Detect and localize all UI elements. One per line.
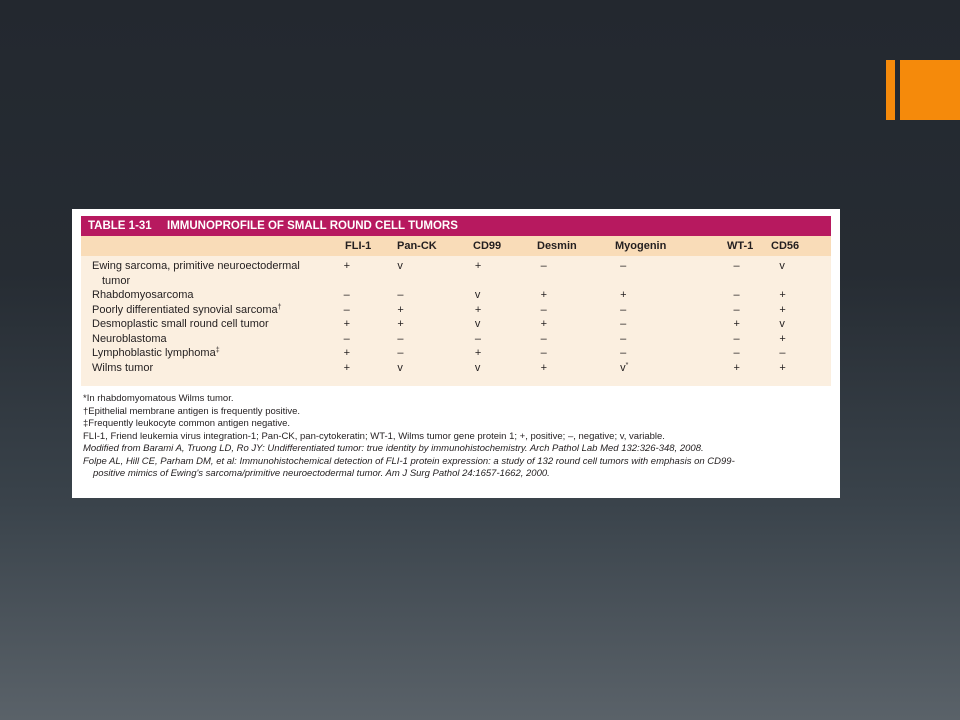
row-name-text: Wilms tumor — [92, 361, 154, 374]
row-name-text: Desmoplastic small round cell tumor — [92, 318, 269, 330]
cell-cd99: + — [474, 347, 482, 359]
row-name — [81, 361, 342, 376]
cell-myogenin: – — [620, 318, 627, 330]
cell-wt1: + — [733, 318, 740, 330]
cell-cd99: v — [474, 361, 481, 374]
footnote-source-2-line-1: Folpe AL, Hill CE, Parham DM, et al: Immunohistochemical detection of FLI-1 protein expression: a study of 132 round cell tumors with emphasis on CD99- — [83, 455, 735, 467]
cell-wt1: – — [733, 332, 740, 345]
cell-wt1: – — [733, 260, 740, 272]
row-name-continuation: tumor — [102, 274, 131, 287]
cell-desmin: – — [540, 332, 547, 345]
footnote-dagger: †Epithelial membrane antigen is frequently positive. — [83, 405, 301, 417]
cell-desmin: – — [540, 303, 547, 316]
cell-cd99: v — [474, 318, 481, 330]
cell-fli1: + — [343, 361, 351, 374]
cell-myogenin: + — [620, 289, 627, 301]
row-name-text: Neuroblastoma — [92, 332, 167, 345]
column-header-myogenin: Myogenin — [615, 240, 667, 252]
column-header-fli1: FLI-1 — [345, 240, 372, 252]
footnote-source-2-line-2: positive mimics of Ewing's sarcoma/primitive neuroectodermal tumor. Am J Surg Pathol 24:1657-1662, 2000. — [93, 468, 550, 479]
cell-footnote-mark: * — [625, 361, 629, 369]
cell-myogenin: – — [620, 260, 627, 272]
cell-fli1: + — [343, 318, 351, 330]
cell-panck: + — [397, 318, 404, 330]
footnote-source-1: Modified from Barami A, Truong LD, Ro JY: Undifferentiated tumor: true identity by immunohistochemistry. Arch Pathol Lab Med 132:326-348, 2008. — [83, 443, 704, 454]
footnote-asterisk: *In rhabdomyomatous Wilms tumor. — [83, 393, 234, 404]
cell-wt1: – — [733, 289, 740, 301]
cell-fli1: + — [343, 260, 351, 272]
row-name-text: Ewing sarcoma, primitive neuroectodermal — [92, 260, 300, 272]
row-name — [81, 332, 342, 347]
cell-cd99: + — [474, 303, 482, 316]
footnote-abbreviations: FLI-1, Friend leukemia virus integration-1; Pan-CK, pan-cytokeratin; WT-1, Wilms tumor gene protein 1; +, positive; –, negative; v, variable. — [83, 430, 665, 442]
row-footnote-mark: ‡ — [215, 347, 220, 354]
column-header-desmin: Desmin — [537, 240, 577, 252]
row-name — [81, 346, 342, 361]
accent-bar-thin — [886, 60, 895, 120]
table-row — [81, 303, 831, 318]
column-header-cd99: CD99 — [473, 240, 502, 252]
cell-panck: + — [397, 303, 404, 316]
cell-wt1: – — [733, 303, 740, 316]
cell-cd56: v — [779, 318, 785, 330]
footnote-double-dagger: ‡Frequently leukocyte common antigen negative. — [83, 418, 291, 429]
row-name — [81, 317, 342, 332]
table-row — [81, 259, 831, 288]
cell-cd56: + — [779, 289, 786, 301]
cell-fli1: – — [343, 303, 350, 316]
cell-myogenin — [618, 361, 731, 376]
cell-desmin: – — [540, 347, 547, 359]
cell-fli1: + — [343, 347, 351, 359]
cell-desmin: + — [540, 318, 548, 330]
cell-desmin: + — [540, 289, 548, 301]
cell-cd56: – — [779, 347, 786, 359]
table-title-bar — [81, 216, 831, 236]
row-name-text: Lymphoblastic lymphoma — [92, 347, 216, 359]
cell-cd99: – — [474, 332, 482, 345]
table-row — [81, 288, 831, 303]
cell-myogenin-value: v — [620, 361, 626, 374]
table-body — [81, 236, 831, 386]
column-header-panck: Pan-CK — [397, 240, 437, 252]
cell-desmin: – — [540, 260, 547, 272]
column-header-cd56: CD56 — [771, 240, 800, 252]
row-footnote-mark: † — [277, 303, 282, 311]
table-title: IMMUNOPROFILE OF SMALL ROUND CELL TUMORS — [167, 220, 458, 232]
table-row — [81, 332, 831, 347]
accent-block — [900, 60, 960, 120]
row-name — [81, 259, 342, 288]
table-row — [81, 346, 831, 361]
cell-myogenin: – — [620, 303, 627, 316]
cell-cd56: v — [779, 260, 785, 272]
cell-wt1: + — [733, 361, 740, 374]
table-figure — [72, 209, 840, 498]
cell-fli1: – — [343, 289, 350, 301]
cell-panck: – — [397, 332, 404, 345]
cell-myogenin: – — [620, 332, 627, 345]
cell-myogenin: – — [620, 347, 627, 359]
cell-cd99: v — [474, 289, 481, 301]
cell-wt1: – — [733, 347, 740, 359]
row-name — [81, 288, 342, 303]
column-header-wt1: WT-1 — [727, 240, 754, 252]
table-row — [81, 361, 831, 376]
cell-panck: – — [397, 289, 404, 301]
row-name-text: Poorly differentiated synovial sarcoma — [92, 303, 278, 316]
table-row — [81, 317, 831, 332]
table-label: TABLE 1-31 — [88, 220, 152, 232]
cell-cd99: + — [474, 260, 482, 272]
cell-cd56: + — [779, 332, 786, 345]
cell-panck: v — [397, 260, 403, 272]
row-name-text: Rhabdomyosarcoma — [92, 289, 194, 301]
cell-panck: v — [397, 361, 403, 374]
table-footnotes — [81, 393, 831, 481]
cell-fli1: – — [343, 332, 350, 345]
cell-panck: – — [397, 347, 404, 359]
table-header-row — [81, 236, 831, 256]
cell-cd56: + — [779, 361, 786, 374]
cell-desmin: + — [540, 361, 548, 374]
row-name — [81, 303, 342, 318]
cell-cd56: + — [779, 303, 786, 316]
